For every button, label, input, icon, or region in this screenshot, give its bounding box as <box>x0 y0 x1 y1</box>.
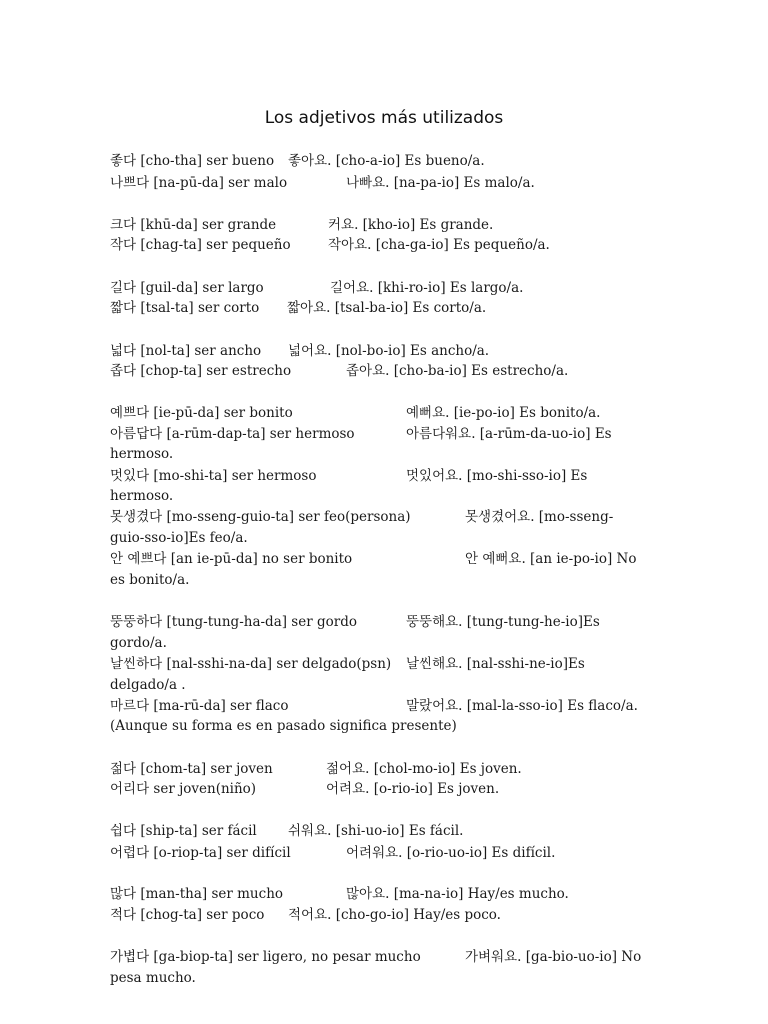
vocab-line-continuation: hermoso. <box>110 488 174 504</box>
vocab-line-continuation: hermoso. <box>110 446 174 462</box>
vocab-line-continuation: pesa mucho. <box>110 970 196 986</box>
vocab-line-continuation: es bonito/a. <box>110 572 190 588</box>
vocab-note: (Aunque su forma es en pasado significa presente) <box>110 718 457 734</box>
vocab-line-continuation: guio-sso-io]Es feo/a. <box>110 530 248 546</box>
page-title: Los adjetivos más utilizados <box>264 108 504 128</box>
vocab-line-continuation: gordo/a. <box>110 635 167 651</box>
vocab-line-continuation: delgado/a . <box>110 677 186 693</box>
document-page: Los adjetivos más utilizados 좋다 [cho-tha] ser bueno 좋아요. [cho-a-io] Es bueno/a. 나쁘다 [na-pū-da] ser malo 나빠요. [na-pa-io] Es malo/a. 크다 [khū-da] ser grande 커요. [kho-io] Es grande. 작다 [chag-ta] ser pequeño 작아요. [cha-ga-io] Es pequeño/a. 길다 [guil-da] ser largo 길어요. [khi-ro-io] Es largo/a. 짧다 [tsal-ta] ser corto 짧아요. [tsal-ba-io] Es corto/a. 넓다 [nol-ta] ser ancho 넓어요. [nol-bo-io] Es ancho/a. 좁다 [chop-ta] ser estrecho 좁아요. [cho-ba-io] Es estrecho/a. 예쁘다 [ie-pū-da] ser bonito 예뻐요. [ie-po-io] Es bonito/a. 아름답다 [a-rūm-dap-ta] ser hermoso 아름다워요. [a-rūm-da-uo-io] Es hermoso. 멋있다 [mo-shi-ta] ser hermoso 멋있어요. [mo-shi-sso-io] Es hermoso. 못생겼다 [mo-sseng-guio-ta] ser feo(persona) 못생겼어요. [mo-sseng- guio-sso-io]Es feo/a. 안 예쁘다 [an ie-pū-da] no ser bonito 안 예뻐요. [an ie-po-io] No es bonito/a. 뚱뚱하다 [tung-tung-ha-da] ser gordo 뚱뚱해요. [tung-tung-he-io]Es gordo/a. 날씬하다 [nal-sshi-na-da] ser delgado(psn) 날씬해요. [nal-sshi-ne-io]Es delgado/a . 마르다 [ma-rū-da] ser flaco 말랐어요. [mal-la-sso-io] Es flaco/a. (Aunque su forma es en pasado significa presente) 젊다 [chom-ta] ser joven 젊어요. [chol-mo-io] Es joven. 어리다 ser joven(niño) 어려요. [o-rio-io] Es joven. 쉽다 [ship-ta] ser fácil 쉬워요. [shi-uo-io] Es fácil. 어렵다 [o-riop-ta] ser difícil 어려워요. [o-rio-uo-io] Es difícil. 많다 [man-tha] ser mucho 많아요. [ma-na-io] Hay/es mucho. 적다 [chog-ta] ser poco 적어요. [cho-go-io] Hay/es poco. 가볍다 [ga-biop-ta] ser ligero, no pesar mucho 가벼워요. [ga-bio-uo-io] No pesa mucho. <box>0 0 768 1024</box>
